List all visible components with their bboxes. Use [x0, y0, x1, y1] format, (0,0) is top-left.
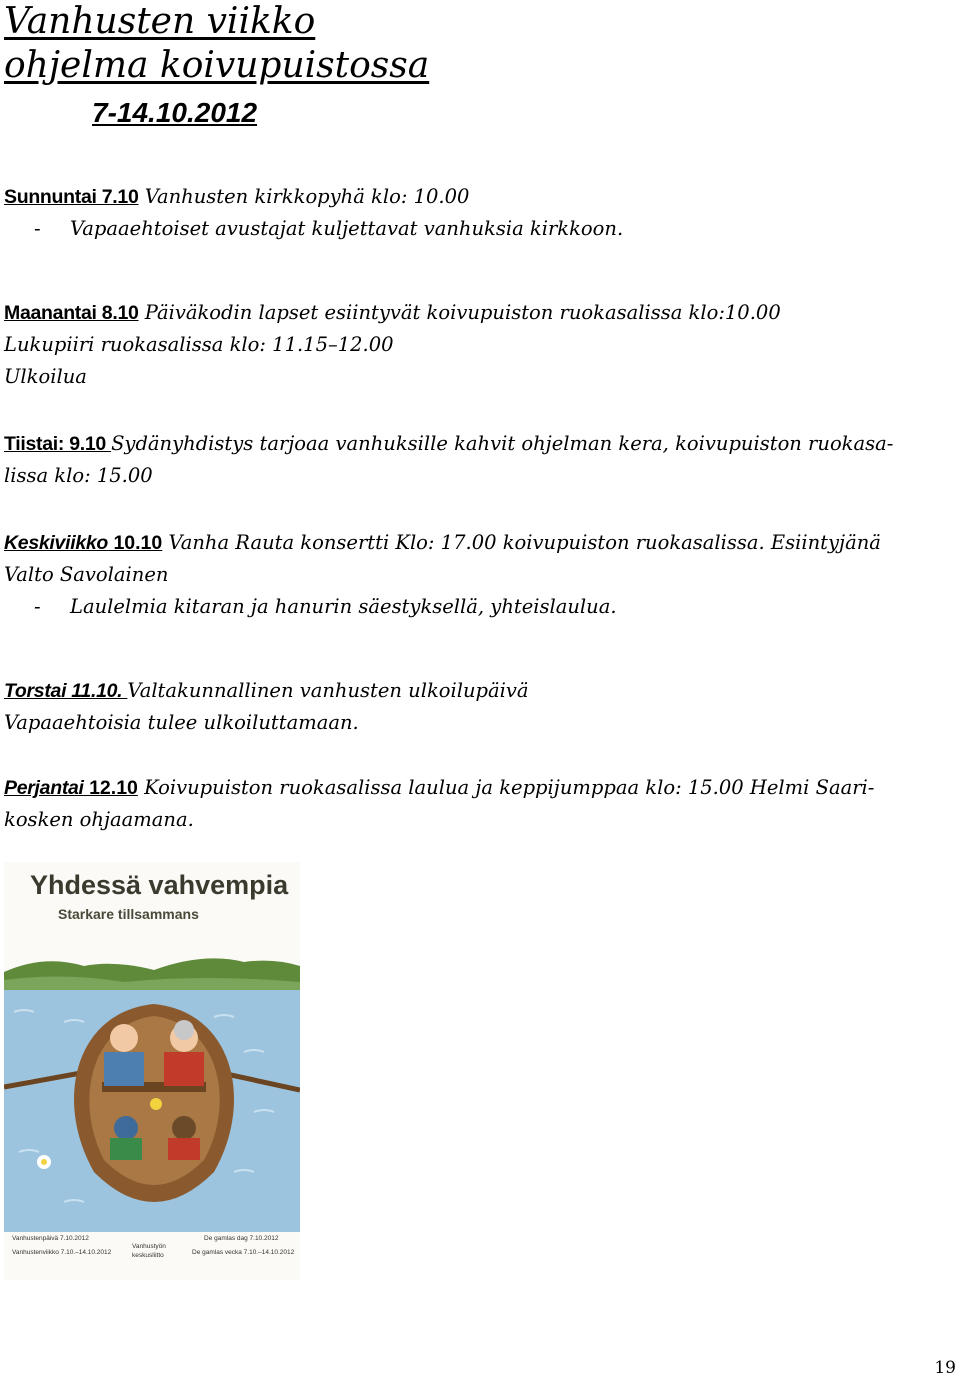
day-label: Maanantai 8.10 — [4, 302, 139, 324]
entry-friday — [4, 772, 954, 836]
poster-subtitle: Starkare tillsammans — [58, 906, 199, 922]
entry-text: Valto Savolainen — [4, 563, 169, 586]
day-label: Perjantai — [4, 777, 84, 799]
entry-thursday — [4, 675, 954, 739]
day-label: Sunnuntai 7.10 — [4, 186, 139, 208]
poster-image — [4, 862, 300, 1280]
poster-title: Yhdessä vahvempia — [30, 870, 289, 900]
poster-footer-right-2: De gamlas vecka 7.10.–14.10.2012 — [192, 1249, 295, 1256]
day-label: Torstai 11.10. — [4, 680, 128, 702]
entry-text: Sydänyhdistys tarjoaa vanhuksille kahvit ohjelman kera, koivupuiston ruokasa- — [111, 432, 894, 455]
poster-footer-left-1: Vanhustenpäivä 7.10.2012 — [12, 1235, 89, 1242]
entry-text: Laulelmia kitaran ja hanurin säestyksellä, yhteislaulua. — [70, 595, 617, 618]
entry-text: Koivupuiston ruokasalissa laulua ja keppijumppaa klo: 15.00 Helmi Saari- — [137, 776, 875, 799]
entry-text: Päiväkodin lapset esiintyvät koivupuiston ruokasalissa klo:10.00 — [138, 301, 781, 324]
document-title — [4, 0, 429, 132]
page-number: 19 — [934, 1358, 956, 1378]
day-label: Keskiviikko — [4, 532, 109, 554]
entry-text: Lukupiiri ruokasalissa klo: 11.15–12.00 — [4, 333, 394, 356]
title-dates: 7-14.10.2012 — [92, 97, 258, 128]
day-date: 12.10 — [83, 777, 138, 799]
entry-text: Valtakunnallinen vanhusten ulkoilupäivä — [127, 679, 529, 702]
title-line-1: Vanhusten viikko — [4, 1, 316, 42]
poster-footer-left-2: Vanhustenviikko 7.10.–14.10.2012 — [12, 1249, 112, 1256]
entry-text: Vanha Rauta konsertti Klo: 17.00 koivupuiston ruokasalissa. Esiintyjänä — [162, 531, 881, 554]
title-line-2: ohjelma koivupuistossa — [4, 45, 430, 86]
day-date: 10.10 — [108, 532, 163, 554]
entry-text: Ulkoilua — [4, 365, 87, 388]
entry-text: Vapaaehtoisia tulee ulkoiluttamaan. — [4, 711, 359, 734]
entry-monday — [4, 297, 954, 393]
entry-wednesday — [4, 527, 954, 623]
poster-footer-center: Vanhustyön keskusliitto — [132, 1243, 166, 1259]
poster-footer-right-1: De gamlas dag 7.10.2012 — [204, 1235, 279, 1242]
entry-text: kosken ohjaamana. — [4, 808, 194, 831]
entry-tuesday — [4, 428, 954, 492]
day-label: Tiistai: 9.10 — [4, 433, 112, 455]
entry-text: Vapaaehtoiset avustajat kuljettavat vanhuksia kirkkoon. — [70, 217, 624, 240]
entry-text: lissa klo: 15.00 — [4, 464, 153, 487]
bullet-dash: - — [34, 595, 41, 618]
entry-text: Vanhusten kirkkopyhä klo: 10.00 — [138, 185, 470, 208]
entry-sunday — [4, 181, 954, 245]
bullet-dash: - — [34, 217, 41, 240]
boat-illustration — [4, 932, 300, 1232]
